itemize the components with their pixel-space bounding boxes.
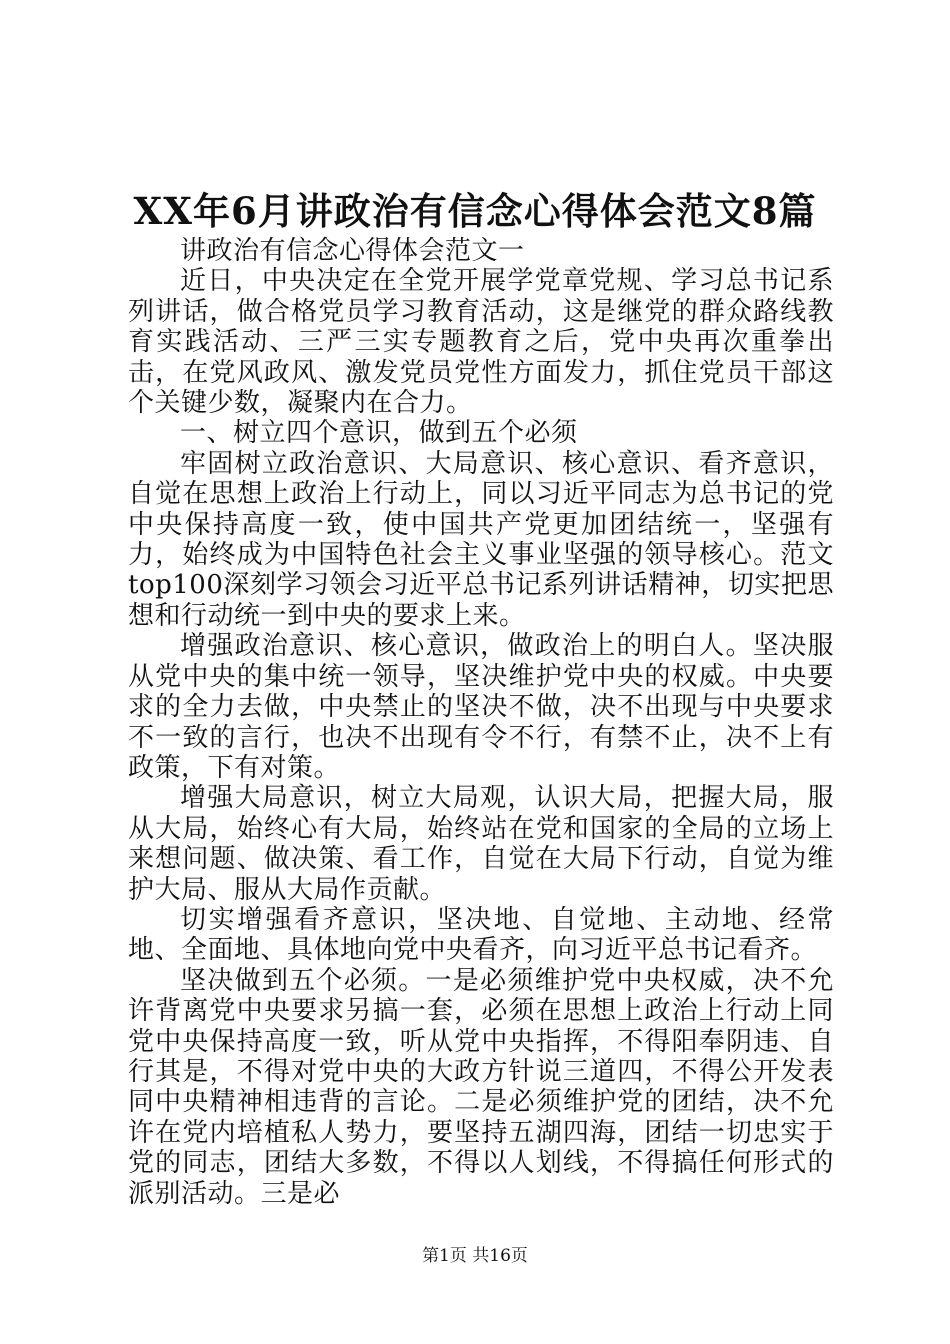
section-heading: 讲政治有信念心得体会范文一 <box>180 236 525 266</box>
body-paragraph: 切实增强看齐意识，坚决地、自觉地、主动地、经常地、全面地、具体地向党中央看齐，向习近平总书记看齐。 <box>128 904 834 966</box>
body-paragraph: 增强政治意识、核心意识，做政治上的明白人。坚决服从党中央的集中统一领导，坚决维护党中央的权威。中央要求的全力去做，中央禁止的坚决不做，决不出现与中央要求不一致的言行，也决不出现有令不行，有禁不止，决不上有政策，下有对策。 <box>128 631 834 783</box>
body-paragraph: 增强大局意识，树立大局观，认识大局，把握大局，服从大局，始终心有大局，始终站在党和国家的全局的立场上来想问题、做决策、看工作，自觉在大局下行动，自觉为维护大局、服从大局作贡献。 <box>128 783 834 905</box>
document-body <box>128 236 834 1209</box>
body-paragraph: 近日，中央决定在全党开展学党章党规、学习总书记系列讲话，做合格党员学习教育活动，这是继党的群众路线教育实践活动、三严三实专题教育之后，党中央再次重拳出击，在党风政风、激发党员党性方面发力，抓住党员干部这个关键少数，凝聚内在合力。 <box>128 266 834 419</box>
section-heading: 一、树立四个意识，做到五个必须 <box>180 418 578 449</box>
body-paragraph: 坚决做到五个必须。一是必须维护党中央权威，决不允许背离党中央要求另搞一套，必须在思想上政治上行动上同党中央保持高度一致，听从党中央指挥，不得阳奉阴违、自行其是，不得对党中央的大政方针说三道四，不得公开发表同中央精神相违背的言论。二是必须维护党的团结，决不允许在党内培植私人势力，要坚持五湖四海，团结一切忠实于党的同志，团结大多数，不得以人划线，不得搞任何形式的派别活动。三是必 <box>128 965 834 1209</box>
body-paragraph: 牢固树立政治意识、大局意识、核心意识、看齐意识，自觉在思想上政治上行动上，同以习近平同志为总书记的党中央保持高度一致，使中国共产党更加团结统一，坚强有力，始终成为中国特色社会主义事业坚强的领导核心。范文top100深刻学习领会习近平总书记系列讲话精神，切实把思想和行动统一到中央的要求上来。 <box>128 448 834 631</box>
document-title: XX年6月讲政治有信念心得体会范文8篇 <box>133 189 817 233</box>
page-number-footer: 第1页 共16页 <box>422 1246 528 1266</box>
